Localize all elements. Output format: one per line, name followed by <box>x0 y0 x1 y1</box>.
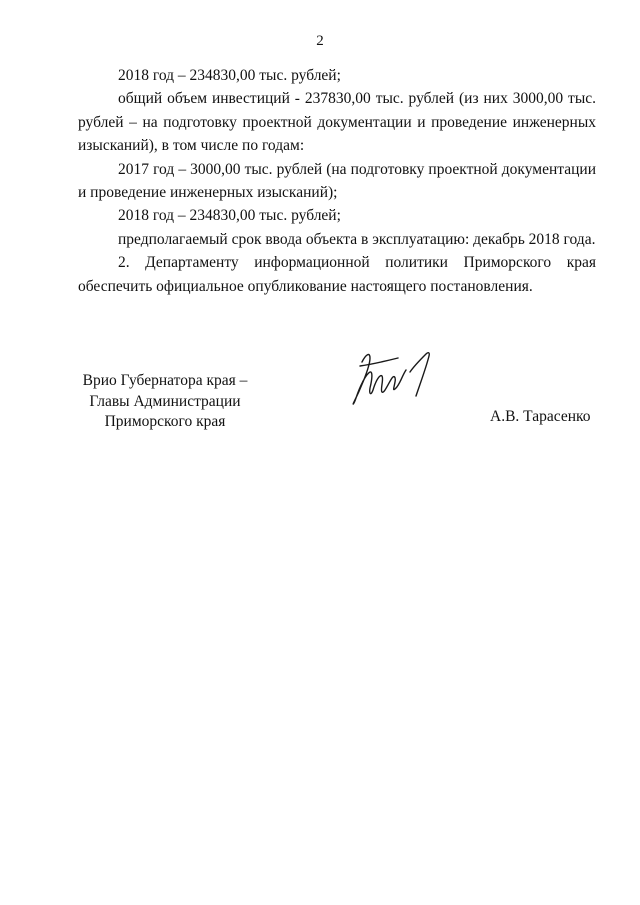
paragraph-publication-line1: 2. Департаменту информационной политики Приморского края <box>118 254 596 272</box>
paragraph-2018-amount-repeat: 2018 год – 234830,00 тыс. рублей; <box>118 207 341 225</box>
paragraph-2017-amount: 2017 год – 3000,00 тыс. рублей (на подготовку проектной документации и проведение инженерных изысканий); <box>78 160 596 202</box>
signer-name: А.В. Тарасенко <box>490 408 591 425</box>
paragraph-publication-line2: обеспечить официальное опубликование настоящего постановления. <box>78 277 533 295</box>
signatory-title-line2: Главы Администрации <box>89 392 241 410</box>
paragraph-2018-amount: 2018 год – 234830,00 тыс. рублей; <box>118 67 341 84</box>
signatory-title-line1: Врио Губернатора края – <box>82 372 248 389</box>
page-number: 2 <box>316 33 324 49</box>
paragraph-commissioning-date: предполагаемый срок ввода объекта в эксплуатацию: декабрь 2018 года. <box>118 230 596 248</box>
handwritten-signature <box>340 344 440 410</box>
paragraph-total-investment: общий объем инвестиций - 237830,00 тыс. рублей (из них 3000,00 тыс. рублей – на подготовку проектной документации и проведение инженерных изысканий), в том числе по годам: <box>78 90 596 155</box>
signatory-title-line3: Приморского края <box>104 413 226 430</box>
document-body <box>78 64 596 298</box>
signatory-title <box>70 371 260 433</box>
